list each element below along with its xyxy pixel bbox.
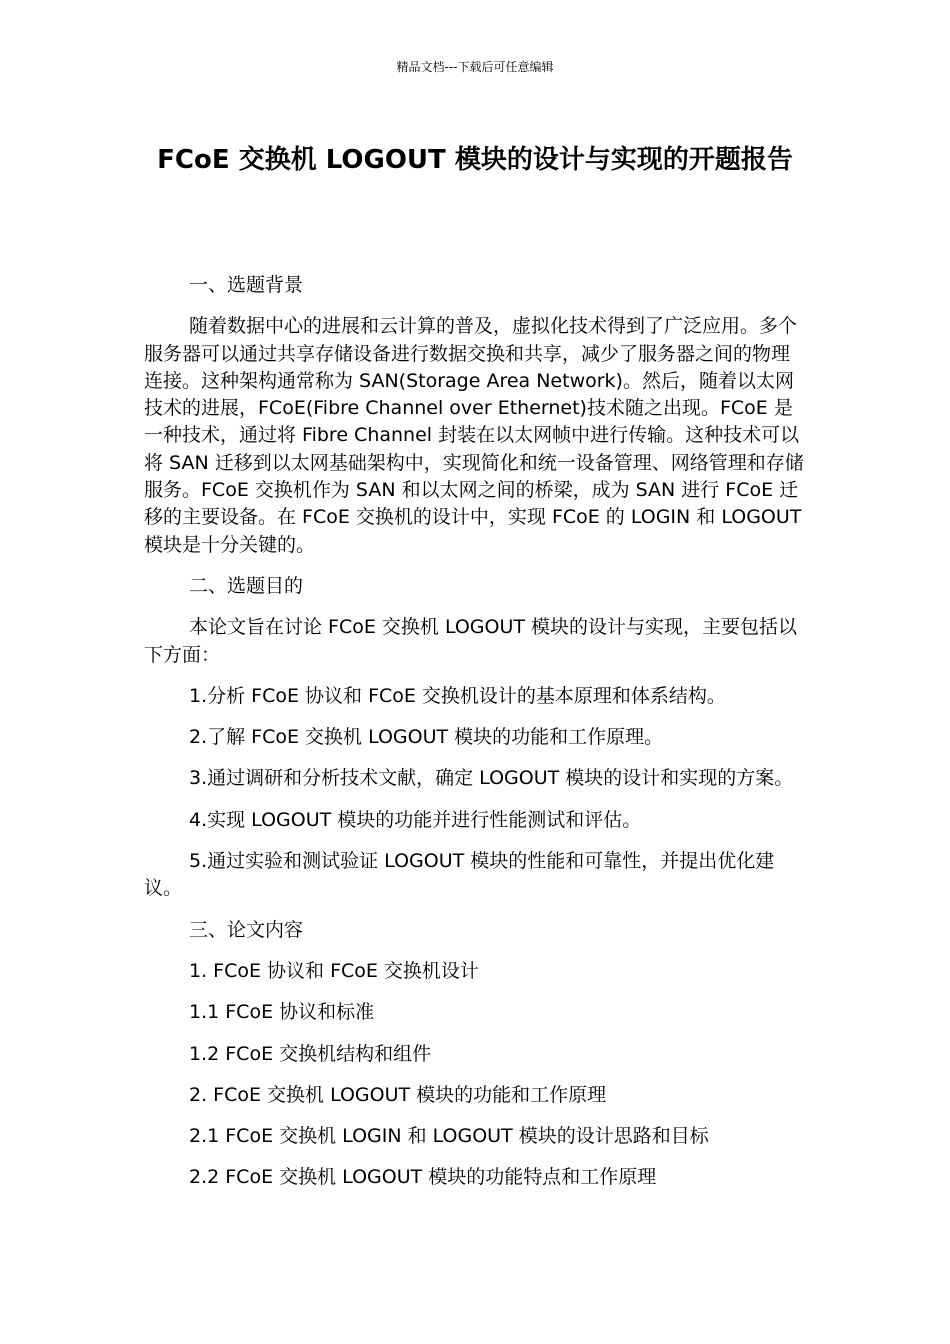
- purpose-item: 3.通过调研和分析技术文献，确定 LOGOUT 模块的设计和实现的方案。: [189, 767, 794, 790]
- purpose-item: 2.了解 FCoE 交换机 LOGOUT 模块的功能和工作原理。: [189, 726, 664, 749]
- content-outline-item: 1.1 FCoE 协议和标准: [189, 1001, 375, 1024]
- section-heading-purpose: 二、选题目的: [189, 574, 304, 597]
- content-outline-item: 2.2 FCoE 交换机 LOGOUT 模块的功能特点和工作原理: [189, 1166, 657, 1189]
- document-title: FCoE 交换机 LOGOUT 模块的设计与实现的开题报告: [157, 145, 793, 175]
- section-heading-background: 一、选题背景: [189, 274, 304, 296]
- content-outline-item: 1. FCoE 协议和 FCoE 交换机设计: [189, 959, 479, 982]
- document-body: [144, 272, 806, 1192]
- content-outline-item: 2. FCoE 交换机 LOGOUT 模块的功能和工作原理: [189, 1083, 607, 1106]
- purpose-item: 1.分析 FCoE 协议和 FCoE 交换机设计的基本原理和体系结构。: [189, 684, 726, 707]
- purpose-item: 5.通过实验和测试验证 LOGOUT 模块的性能和可靠性，并提出优化建议。: [144, 850, 775, 900]
- background-paragraph: 随着数据中心的进展和云计算的普及，虚拟化技术得到了广泛应用。多个服务器可以通过共享存储设备进行数据交换和共享，减少了服务器之间的物理连接。这种架构通常称为 SAN(Storage Area Network)。然后，随着以太网技术的进展，FCoE(Fibre Channel over Ethernet)技术随之出现。FCoE 是一种技术，通过将 Fibre Channel 封装在以太网帧中进行传输。这种技术可以将 SAN 迁移到以太网基础架构中，实现简化和统一设备管理、网络管理和存储服务。FCoE 交换机作为 SAN 和以太网之间的桥梁，成为 SAN 进行 FCoE 迁移的主要设备。在 FCoE 交换机的设计中，实现 FCoE 的 LOGIN 和 LOGOUT 模块是十分关键的。: [144, 315, 804, 556]
- page-header: 精品文档---下载后可任意编辑: [396, 60, 554, 74]
- content-outline-item: 2.1 FCoE 交换机 LOGIN 和 LOGOUT 模块的设计思路和目标: [189, 1125, 709, 1148]
- purpose-intro-paragraph: 本论文旨在讨论 FCoE 交换机 LOGOUT 模块的设计与实现，主要包括以下方面：: [144, 616, 798, 666]
- section-heading-content: 三、论文内容: [189, 918, 304, 941]
- content-outline-item: 1.2 FCoE 交换机结构和组件: [189, 1042, 432, 1065]
- purpose-item: 4.实现 LOGOUT 模块的功能并进行性能测试和评估。: [189, 808, 642, 831]
